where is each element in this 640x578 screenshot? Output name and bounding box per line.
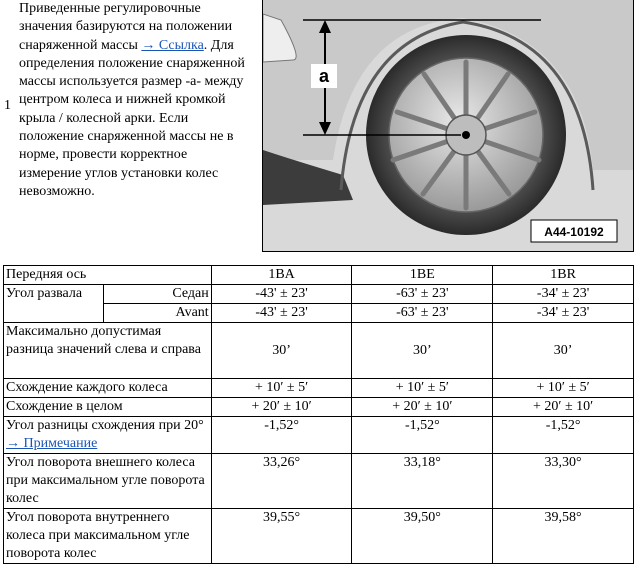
- table-cell: + 20′ ± 10′: [211, 398, 352, 417]
- table-cell: 30’: [211, 323, 352, 379]
- avant-label: Avant: [103, 304, 211, 323]
- table-cell: 39,55°: [211, 509, 352, 564]
- table-cell: -34' ± 23': [493, 285, 634, 304]
- table-cell: -43' ± 23': [211, 304, 352, 323]
- table-cell: 30’: [493, 323, 634, 379]
- intro-paragraph: [19, 0, 249, 201]
- table-cell: -63' ± 23': [352, 304, 493, 323]
- table-row: [4, 454, 634, 509]
- table-cell: + 10′ ± 5′: [352, 379, 493, 398]
- table-cell: + 20′ ± 10′: [352, 398, 493, 417]
- table-cell: -34' ± 23': [493, 304, 634, 323]
- table-row: [4, 509, 634, 564]
- table-cell: + 10′ ± 5′: [211, 379, 352, 398]
- table-cell: -1,52°: [211, 417, 352, 454]
- table-cell: -43' ± 23': [211, 285, 352, 304]
- wheel-arch-figure: [262, 0, 634, 252]
- table-cell: 33,26°: [211, 454, 352, 509]
- figure-code: A44-10192: [544, 225, 604, 239]
- table-cell: -1,52°: [493, 417, 634, 454]
- item-number: 1: [4, 98, 11, 113]
- row-label: Схождение в целом: [4, 398, 212, 417]
- table-row: [4, 323, 634, 379]
- intro-text-end: . Для определения положение снаряженной массы используется размер -а- между центром колеса и нижней кромкой крыла / колесной арки. Если положение снаряженной массы не в норме, провести корректное измерение углов установки колес невозможно.: [19, 37, 245, 199]
- table-cell: + 10′ ± 5′: [493, 379, 634, 398]
- row-label-text: Угол разницы схождения при 20°: [6, 418, 204, 433]
- dimension-label: a: [318, 66, 330, 86]
- table-cell: 33,18°: [352, 454, 493, 509]
- reference-link[interactable]: → Ссылка: [141, 37, 204, 53]
- wheel-illustration: [263, 0, 633, 252]
- table-cell: 39,58°: [493, 509, 634, 564]
- note-link[interactable]: → Примечание: [6, 436, 98, 451]
- table-cell: 39,50°: [352, 509, 493, 564]
- column-header: 1BA: [211, 266, 352, 285]
- column-header: 1BR: [493, 266, 634, 285]
- table-header-row: [4, 266, 634, 285]
- camber-label: Угол развала: [4, 285, 104, 323]
- wheel-center: [462, 131, 470, 139]
- table-cell: + 20′ ± 10′: [493, 398, 634, 417]
- row-label: Угол поворота внутреннего колеса при максимальном угле поворота колес: [4, 509, 212, 564]
- row-label: Максимально допустимая разница значений слева и справа: [4, 323, 212, 379]
- table-row: [4, 417, 634, 454]
- row-label: Схождение каждого колеса: [4, 379, 212, 398]
- header-label: Передняя ось: [4, 266, 212, 285]
- table-cell: 30’: [352, 323, 493, 379]
- sedan-label: Седан: [103, 285, 211, 304]
- table-cell: -63' ± 23': [352, 285, 493, 304]
- row-label: Угол поворота внешнего колеса при максимальном угле поворота колес: [4, 454, 212, 509]
- table-cell: 33,30°: [493, 454, 634, 509]
- column-header: 1BE: [352, 266, 493, 285]
- alignment-specs-table: [3, 265, 634, 564]
- table-cell: -1,52°: [352, 417, 493, 454]
- table-row: [4, 398, 634, 417]
- table-row: [4, 285, 634, 304]
- intro-text-start: Приведенные регулировочные значения базируются на положении снаряженной массы: [19, 1, 233, 53]
- table-row: [4, 379, 634, 398]
- row-label: [4, 417, 212, 454]
